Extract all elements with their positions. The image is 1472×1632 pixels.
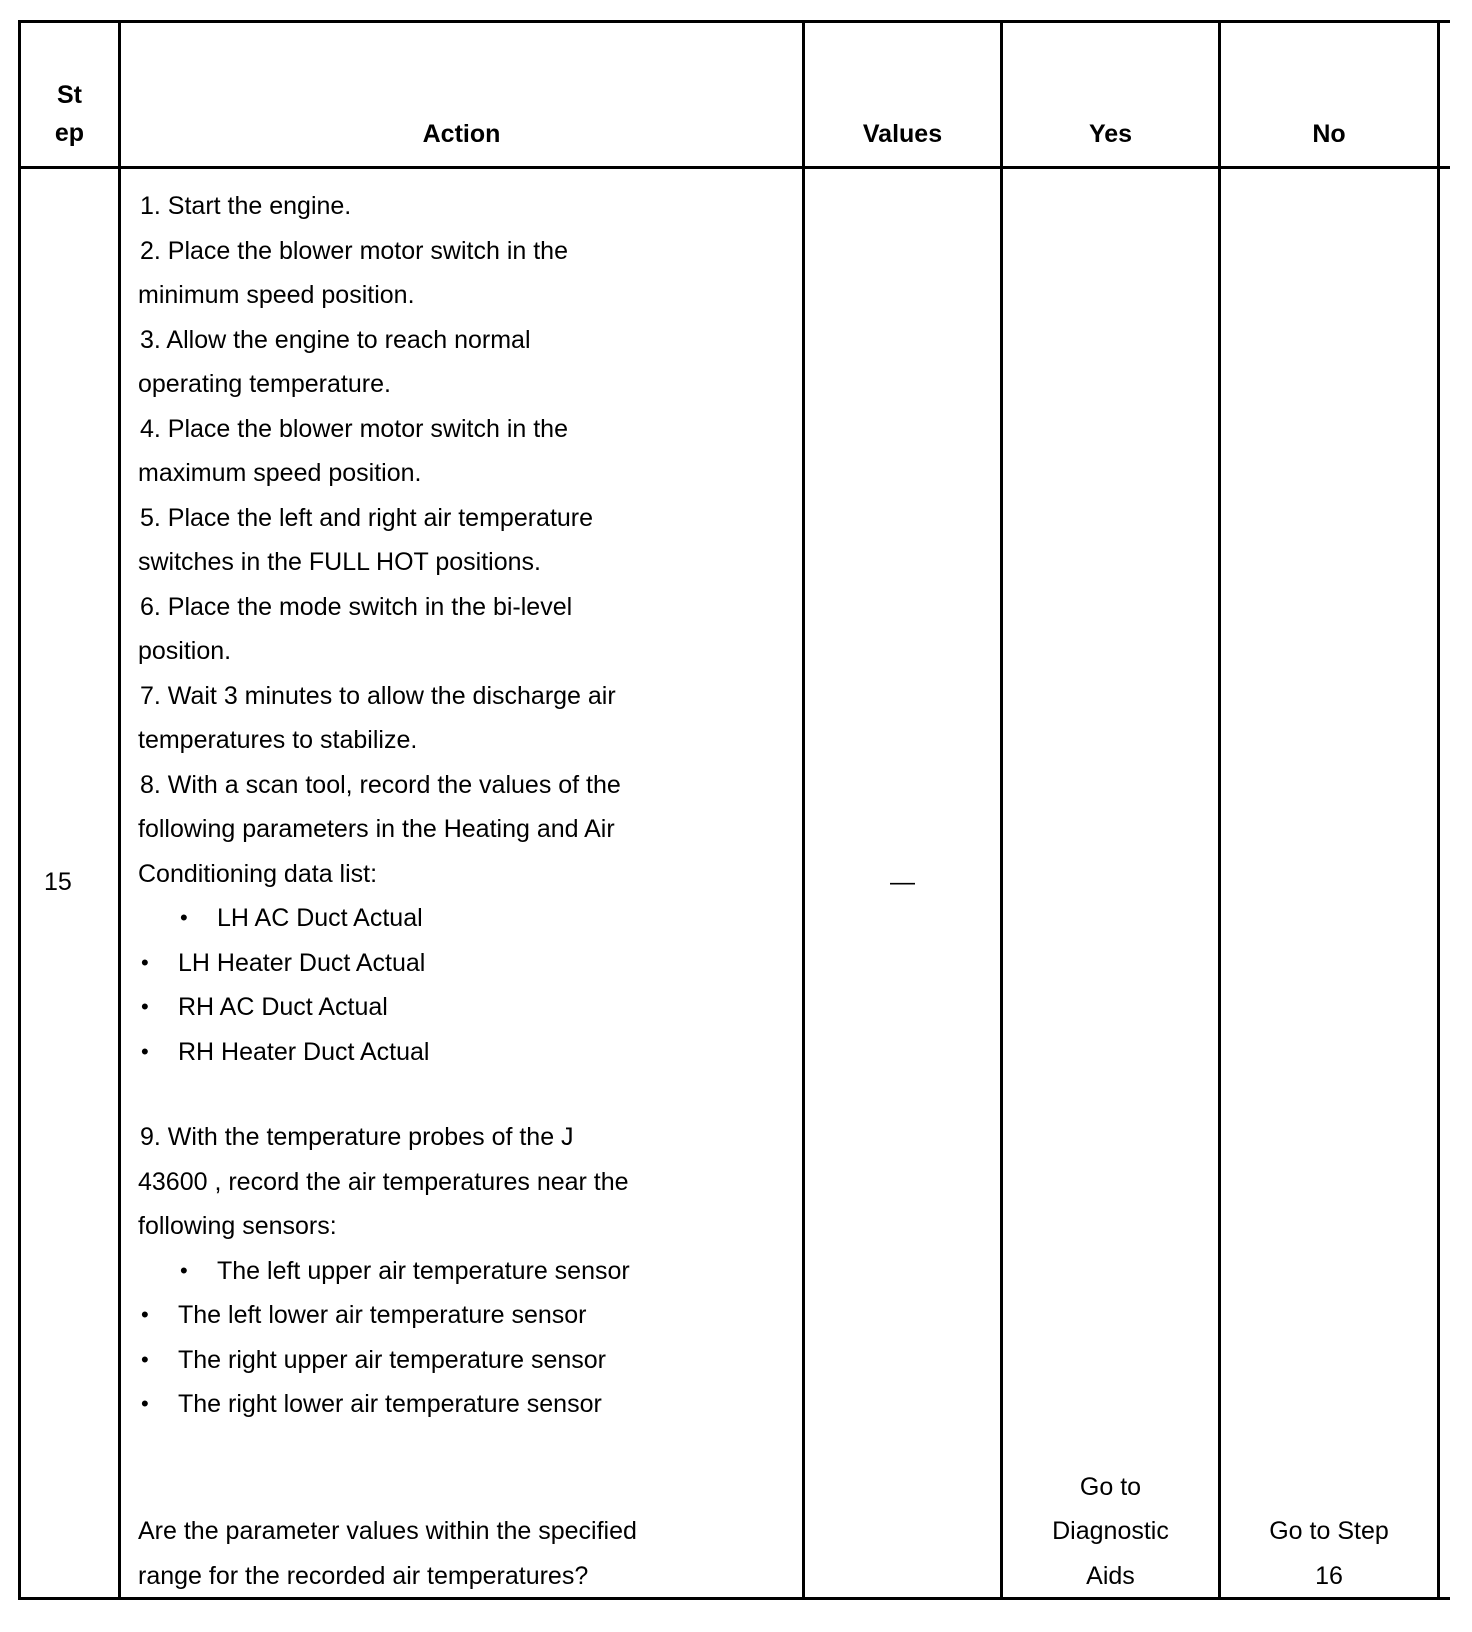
header-step-line1: St [57, 81, 82, 109]
action-line: 5. Place the left and right air temperature [140, 503, 594, 532]
param-list-item: RH Heater Duct Actual [178, 1037, 430, 1066]
header-yes: Yes [1088, 120, 1133, 148]
header-step-line2: ep [54, 119, 85, 147]
sensor-list-item: The right lower air temperature sensor [178, 1390, 602, 1418]
yes-result-line: Aids [1086, 1561, 1135, 1590]
yes-result-line: Diagnostic [1052, 1517, 1169, 1545]
action-line: following sensors: [138, 1212, 337, 1240]
sensor-list-item: The right upper air temperature sensor [178, 1345, 606, 1374]
question-line: Are the parameter values within the specified [138, 1517, 637, 1545]
action-line: 1. Start the engine. [140, 192, 352, 220]
yes-result [1003, 1465, 1218, 1599]
bullet-icon: • [141, 1302, 149, 1327]
action-line: position. [138, 637, 232, 665]
step-action-divider [118, 20, 121, 1600]
yes-no-divider [1218, 20, 1221, 1600]
action-line: 6. Place the mode switch in the bi-level [140, 592, 573, 621]
bullet-icon: • [180, 1257, 188, 1283]
header-step [21, 76, 118, 152]
param-list-item: LH Heater Duct Actual [178, 948, 426, 977]
yes-result-line: Go to [1079, 1472, 1142, 1501]
action-line: operating temperature. [138, 370, 391, 398]
action-values-divider [802, 20, 805, 1600]
bullet-icon: • [141, 949, 149, 975]
action-line: minimum speed position. [138, 281, 415, 309]
no-result [1221, 1509, 1437, 1598]
question-line: range for the recorded air temperatures? [138, 1561, 589, 1590]
bullet-icon: • [180, 905, 188, 930]
action-line: 4. Place the blower motor switch in the [140, 414, 568, 443]
action-line: 7. Wait 3 minutes to allow the discharge air [140, 681, 616, 710]
action-line: Conditioning data list: [138, 859, 378, 888]
no-result-line: Go to Step [1269, 1517, 1389, 1545]
header-bottom-border [18, 166, 1450, 169]
param-list-item: RH AC Duct Actual [178, 993, 388, 1021]
param-list-item: LH AC Duct Actual [217, 904, 423, 932]
step-number: 15 [44, 868, 72, 896]
header-values: Values [862, 120, 943, 148]
action-line: 3. Allow the engine to reach normal [140, 325, 531, 354]
values-yes-divider [1000, 20, 1003, 1600]
header-no: No [1312, 120, 1346, 148]
no-result-line: 16 [1315, 1561, 1343, 1590]
action-line: 2. Place the blower motor switch in the [140, 236, 568, 265]
values-cell: — [890, 868, 915, 896]
bullet-icon: • [141, 1391, 149, 1416]
header-action: Action [422, 120, 501, 148]
action-line: 43600 , record the air temperatures near the [138, 1167, 629, 1196]
bullet-icon: • [141, 1038, 149, 1064]
action-line: 9. With the temperature probes of the J [140, 1123, 574, 1151]
action-line: maximum speed position. [138, 459, 422, 487]
bullet-icon: • [141, 1346, 149, 1372]
bullet-icon: • [141, 994, 149, 1019]
table-right-border [1437, 20, 1440, 1600]
action-line: 8. With a scan tool, record the values of the [140, 770, 621, 799]
action-line: following parameters in the Heating and Air [138, 815, 615, 843]
table-left-border [18, 20, 21, 1600]
table-top-border [18, 20, 1450, 23]
sensor-list-item: The left lower air temperature sensor [178, 1301, 587, 1329]
sensor-list-item: The left upper air temperature sensor [217, 1256, 630, 1285]
action-line: temperatures to stabilize. [138, 726, 418, 754]
action-line: switches in the FULL HOT positions. [138, 548, 541, 576]
